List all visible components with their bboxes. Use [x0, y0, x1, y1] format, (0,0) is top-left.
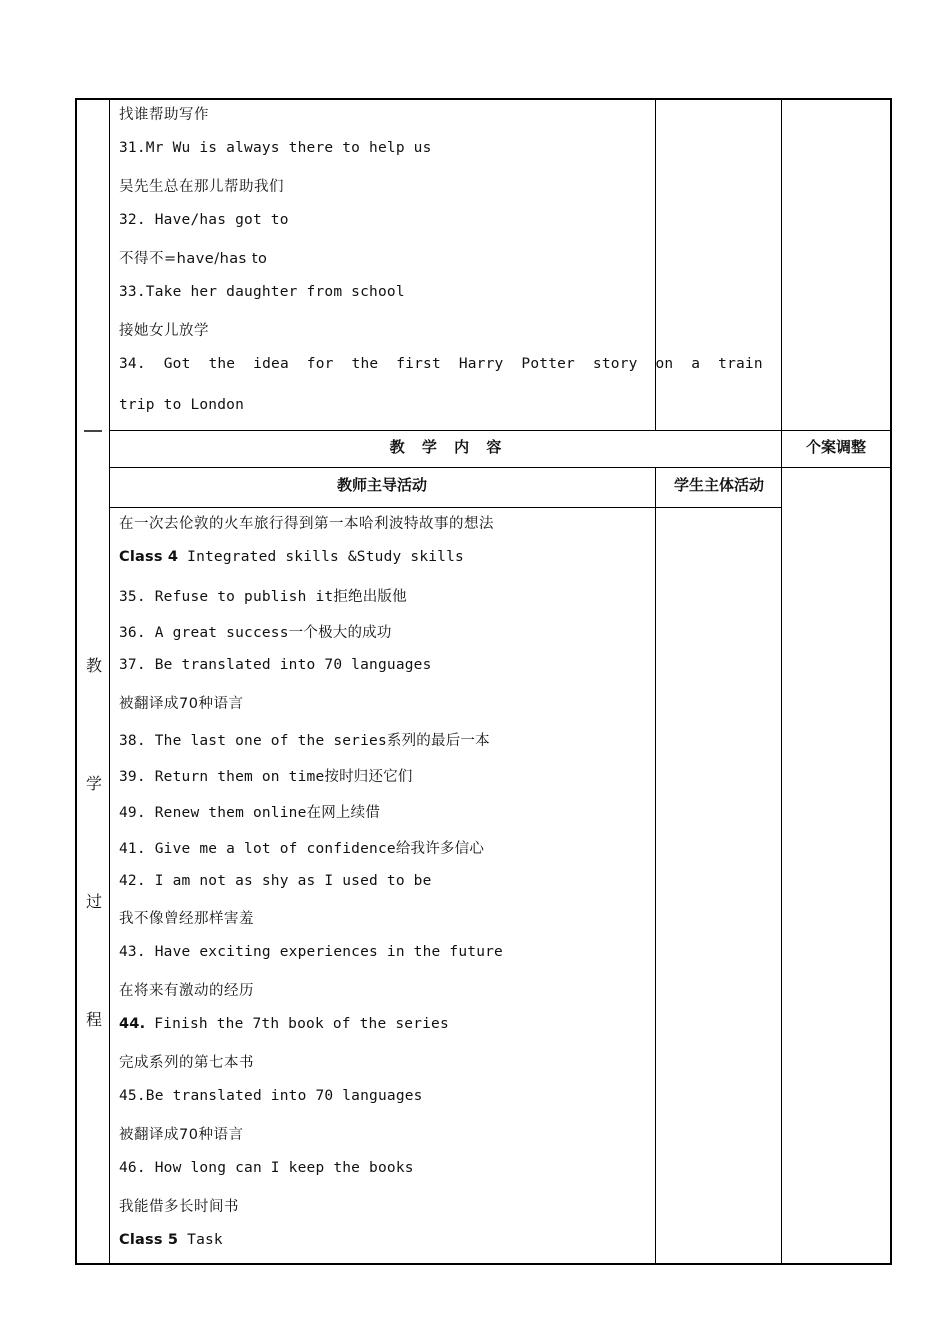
- text-line: 46. How long can I keep the books: [119, 1160, 414, 1176]
- text-line: 49. Renew them online在网上续借: [119, 805, 381, 821]
- text-line: 吴先生总在那儿帮助我们: [119, 179, 284, 195]
- content-header: 教 学 内 容: [389, 438, 502, 456]
- text-line: 39. Return them on time按时归还它们: [119, 769, 413, 785]
- text-line: 38. The last one of the series系列的最后一本: [119, 733, 490, 749]
- text-line: 被翻译成70种语言: [119, 1127, 244, 1143]
- text-line: 45.Be translated into 70 languages: [119, 1088, 423, 1104]
- text-line: 被翻译成70种语言: [119, 696, 244, 712]
- text-line: 43. Have exciting experiences in the future: [119, 944, 503, 960]
- text-line: 我能借多长时间书: [119, 1199, 239, 1215]
- teacher-header: 教师主导活动: [336, 476, 427, 494]
- text-line: Class 4 Integrated skills &Study skills: [119, 549, 464, 565]
- text-line: 41. Give me a lot of confidence给我许多信心: [119, 841, 485, 857]
- text-line: 44. Finish the 7th book of the series: [119, 1016, 449, 1032]
- class-label: Class 5: [119, 1232, 179, 1248]
- text-line: 找谁帮助写作: [119, 107, 209, 123]
- side-char: 教: [85, 656, 102, 675]
- text-line: 34. Got the idea for the first Harry Potter story on a train: [119, 356, 763, 372]
- text-line: 31.Mr Wu is always there to help us: [119, 140, 432, 156]
- item-number: 44.: [119, 1016, 146, 1032]
- side-char: 学: [85, 774, 102, 793]
- text-line: 在将来有激动的经历: [119, 983, 254, 999]
- text-line: 33.Take her daughter from school: [119, 284, 405, 300]
- text-line: 36. A great success一个极大的成功: [119, 625, 392, 641]
- class-label: Class 4: [119, 549, 179, 565]
- text-line: 不得不=have/has to: [119, 251, 268, 267]
- side-char: 程: [85, 1010, 102, 1029]
- text-line: 32. Have/has got to: [119, 212, 289, 228]
- adjust-header: 个案调整: [805, 438, 866, 456]
- text-line: 在一次去伦敦的火车旅行得到第一本哈利波特故事的想法: [119, 516, 494, 532]
- text-line: Class 5 Task: [119, 1232, 223, 1248]
- side-char: 过: [85, 892, 102, 911]
- text-line: 42. I am not as shy as I used to be: [119, 873, 432, 889]
- student-header: 学生主体活动: [673, 476, 764, 494]
- text-line: 我不像曾经那样害羞: [119, 911, 254, 927]
- text-line: 35. Refuse to publish it拒绝出版他: [119, 589, 407, 605]
- text-line: trip to London: [119, 397, 245, 413]
- text-line: 37. Be translated into 70 languages: [119, 657, 432, 673]
- text-line: 完成系列的第七本书: [119, 1055, 254, 1071]
- text-line: 接她女儿放学: [119, 323, 209, 339]
